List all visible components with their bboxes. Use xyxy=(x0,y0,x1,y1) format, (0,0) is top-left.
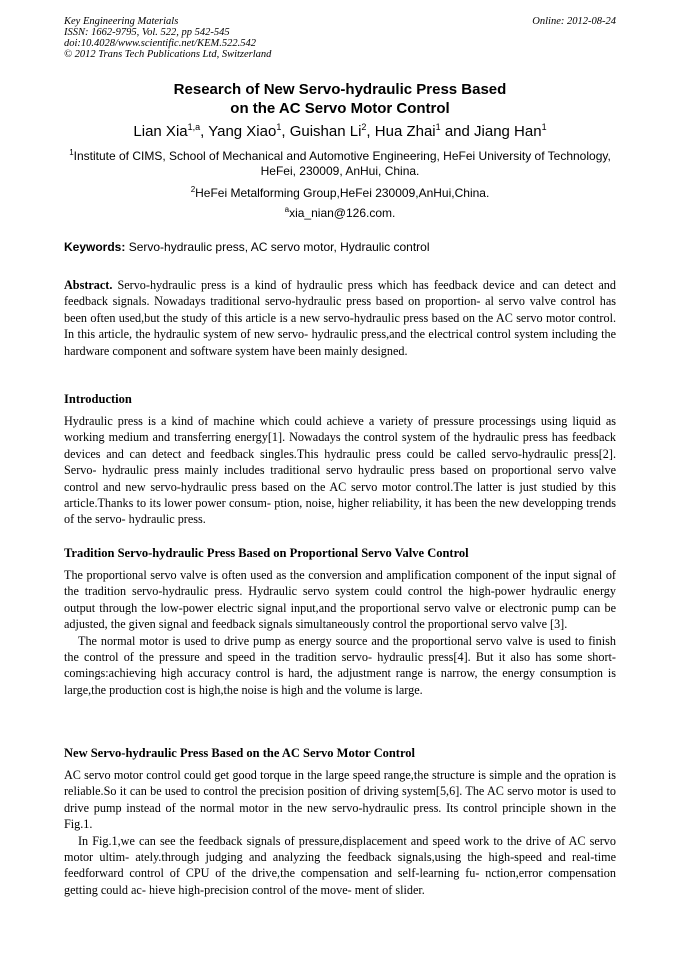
affiliation-2: $^2$HeFei Metalforming Group,HeFei 230009,AnHui,China. xyxy=(190,185,490,200)
section-heading-new-servo: New Servo-hydraulic Press Based on the AC Servo Motor Control xyxy=(64,746,416,760)
author: Hua Zhai$^1$ and xyxy=(374,122,475,140)
paragraph: AC servo motor control could get good torque in the large speed range,the structure is simple and the opration is reliable.So it can be used to control the precision position of driving system[5,6]. The AC servo motor is used to drive pump instead of the normal motor in the new servo-hydraulic press. Its control principle shown in the Fig.1. xyxy=(64,768,616,832)
paper-title xyxy=(64,80,616,118)
section-tradition-body xyxy=(64,567,616,698)
author-email: $^a$xia_nian@126.com. xyxy=(284,205,396,220)
keywords xyxy=(64,240,616,255)
section-new-servo-body xyxy=(64,767,616,898)
author-list xyxy=(64,122,616,142)
copyright-line: © 2012 Trans Tech Publications Ltd, Switzerland xyxy=(64,49,272,60)
title-line-2: on the AC Servo Motor Control xyxy=(230,100,450,117)
paragraph: The normal motor is used to drive pump as energy source and the proportional servo valve is used to finish the control of the pressure and speed in the tradition servo- hydraulic press[4]. But it also has some short- comings:achieving high accuracy control is hard, the adjustment range is narrow, the energy consumption is large,the production cost is high,the noise is high and the volume is large. xyxy=(64,633,616,697)
running-header xyxy=(64,16,616,60)
abstract-label: Abstract. xyxy=(64,278,113,292)
author: Lian Xia$^{1,a}$, xyxy=(133,122,209,140)
author: Jiang Han$^1$ xyxy=(474,122,547,140)
issn-line: ISSN: 1662-9795, Vol. 522, pp 542-545 xyxy=(64,27,230,38)
online-date: Online: 2012-08-24 xyxy=(532,16,616,27)
section-introduction-body xyxy=(64,413,616,528)
paragraph: Hydraulic press is a kind of machine which could achieve a variety of pressure processings using liquid as working medium and transferring energy[1]. Nowadays the control system of the hydraulic press has feedback devices and can detect and feedback singles.This hydraulic press could be called servo-hydraulic press[2]. Servo- hydraulic press mainly includes traditional servo hydraulic press based on proportional servo valve control and new servo-hydraulic press based on the AC servo motor control.The latter is just studied by this article.Thanks to its lower power consum- ption, noise, higher reliability, it has been the new developping trends of the servo- hydraulic press. xyxy=(64,414,616,527)
journal-name: Key Engineering Materials xyxy=(64,16,179,27)
author: Yang Xiao$^1$, xyxy=(208,122,290,140)
section-heading-introduction: Introduction xyxy=(64,392,132,406)
abstract xyxy=(64,277,616,359)
author: Guishan Li$^2$, xyxy=(289,122,375,140)
paragraph: In Fig.1,we can see the feedback signals of pressure,displacement and speed work to the drive of AC servo motor ultim- ately.through judging and analyzing the feedback signals,using the high-speed and real-time feedforward control of CPU of the drive,the compensation and self-learning fu- nction,error compensation getting could ac- hieve high-precision control of the move- ment of slider. xyxy=(64,833,616,897)
title-line-1: Research of New Servo-hydraulic Press Based xyxy=(173,81,507,98)
keywords-text: Servo-hydraulic press, AC servo motor, Hydraulic control xyxy=(128,240,430,254)
affiliation-1: $^1$Institute of CIMS, School of Mechanical and Automotive Engineering, HeFei University of Technology, HeFei, 230009, AnHui, China. xyxy=(69,148,611,178)
paragraph: The proportional servo valve is often used as the conversion and amplification component of the input signal of the tradition servo-hydraulic press. Hydraulic servo system could control the high-power hydraulic energy output through the low-power electric signal input,and the proportional servo valve or electronic pump can be adjusted, the given signal and feedback signals simultaneously control the proportional servo valve [3]. xyxy=(64,568,616,632)
doi-line: doi:10.4028/www.scientific.net/KEM.522.542 xyxy=(64,38,256,49)
section-heading-tradition: Tradition Servo-hydraulic Press Based on Proportional Servo Valve Control xyxy=(64,546,469,560)
abstract-text: Servo-hydraulic press is a kind of hydraulic press which has feedback device and can detect and feedback signals. Nowadays traditional servo-hydraulic press based on proportion- al servo valve control has been often used,but the study of this article is a new servo-hydraulic press based on the AC servo motor control. In this article, the hydraulic system of new servo- hydraulic press,and the electrical control system including the hardware component and software system have been mainly designed. xyxy=(64,278,616,358)
keywords-label: Keywords: xyxy=(64,240,126,254)
